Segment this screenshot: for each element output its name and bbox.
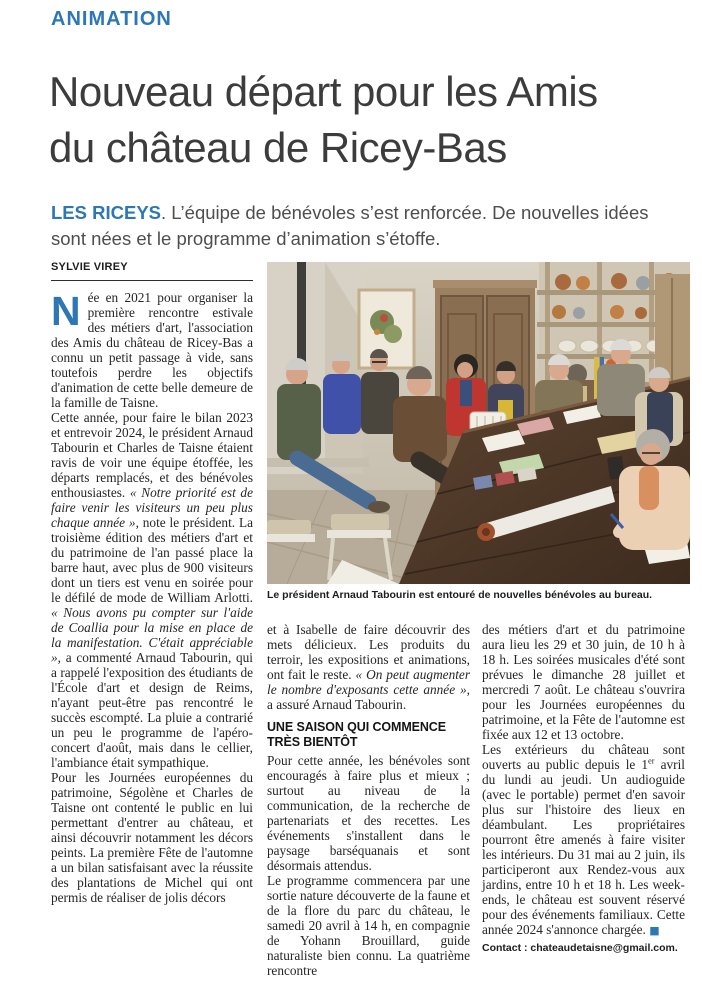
text-run: « On peut augmenter le nombre d'exposants cette année » (267, 667, 471, 697)
text-run: , a assuré Arnaud Tabourin. (267, 682, 470, 712)
text-run: Pour cette année, les bénévoles sont encouragés à faire plus et mieux ; surtout au niveau de la communication, de la recherche de partenariats et des recettes. Les événements s'installent dans le paysage barséquanais et sont désormais attendus. (267, 753, 470, 873)
section-subhead: UNE SAISON QUI COMMENCE TRÈS BIENTÔT (267, 720, 446, 749)
text-run: er (648, 755, 655, 766)
article-paragraph (51, 770, 253, 905)
lead-location-label: LES RICEYS (51, 202, 161, 223)
text-run: avril du lundi au jeudi. Un audioguide (avec le portable) permet d'en savoir plus sur l'histoire des lieux en déambulant. Les propriétaires pourront être amenés à faire visiter les intérieurs. Du 31 mai au 2 juin, ils participeront aux Rendez-vous aux jardins, entre 10 h et 18 h. Les week-ends, le château est souvent réservé pour des événements familiaux. Cette année 2024 s'annonce chargée. (482, 757, 685, 937)
text-run: , a commenté Arnaud Tabourin, qui a rappelé l'exposition des étudiants de l'École d'art et design de Reims, n'ayant peut-être pas rencontré le succès escompté. La pluie a contrarié un peu le programme de l'apéro-concert d'août, mais dans le cellier, l'ambiance était sympathique. (51, 650, 253, 770)
article-paragraph (51, 410, 253, 770)
article-paragraph (267, 753, 470, 873)
photo-caption: Le président Arnaud Tabourin est entouré de nouvelles bénévoles au bureau. (267, 589, 653, 601)
column-right (482, 622, 685, 956)
text-run: ée en 2021 pour organiser la première rencontre estivale des métiers d'art, l'association des Amis du château de Ricey-Bas a connu un petit passage à vide, sans toutefois perdre les objectifs d'animation de cette belle demeure de la famille de Taisne. (51, 290, 253, 410)
lead-text: . L’équipe de bénévoles s’est renforcée. De nouvelles idées sont nées et le programme d’animation s’étoffe. (51, 202, 649, 249)
column-left (51, 290, 253, 905)
article-paragraph (482, 622, 685, 742)
text-run: Les extérieurs du château sont ouverts au public depuis le 1 (482, 742, 685, 772)
article-paragraph (51, 290, 253, 410)
text-run: « Notre priorité est de faire venir les visiteurs un peu plus chaque année » (51, 485, 253, 530)
article-paragraph (267, 622, 470, 712)
text-run: Cette année, pour faire le bilan 2023 et entrevoir 2024, le président Arnaud Tabourin et Charles de Taisne étaient ravis de voir une équipe étoffée, les départs remplacés, et des bénévoles enthousiastes. (51, 410, 253, 500)
text-run: Pour les Journées européennes du patrimoine, Ségolène et Charles de Taisne ont contenté le public en lui permettant d'entrer au château, et ainsi découvrir notamment les décors peints. La première Fête de l'automne a un bilan satisfaisant avec la réussite des plantations de Michel qui ont permis de réaliser de jolis décors (51, 770, 253, 905)
end-mark: ■ (649, 924, 660, 937)
article-photo (267, 262, 690, 584)
column-middle (267, 622, 470, 978)
text-run: Le programme commencera par une sortie nature découverte de la faune et de la flore du parc du château, le samedi 20 avril à 14 h, en compagnie de Yohann Brouillard, guide naturaliste bien connu. La quatrième rencontre (267, 873, 470, 978)
text-run: « Nous avons pu compter sur l'aide de Coallia pour la mise en place de la manifestation. C'était appréciable » (51, 605, 253, 665)
text-run: , note le président. La troisième édition des métiers d'art et du patrimoine de l'an passé place la barre haut, avec plus de 900 visiteurs dont un tiers est venu en soirée pour le défilé de mode de William Arlotti. (51, 515, 253, 605)
article-paragraph (267, 873, 470, 978)
article-title-line1: Nouveau départ pour les Amis (49, 68, 598, 115)
section-kicker: ANIMATION (51, 8, 172, 30)
article-title-line2: du château de Ricey-Bas (49, 124, 507, 171)
article-paragraph (482, 742, 685, 938)
contact-line: Contact : chateaudetaisne@gmail.com. (482, 942, 678, 954)
text-run: des métiers d'art et du patrimoine aura lieu les 29 et 30 juin, de 10 h à 18 h. Les soirées musicales d'été sont prévues le dimanche 28 juillet et mercredi 7 août. Le château s'ouvrira pour les Journées européennes du patrimoine, et la Fête de l'automne est fixée aux 12 et 13 octobre. (482, 622, 685, 742)
drop-cap: N (51, 288, 81, 334)
text-run: et à Isabelle de faire découvrir des mets délicieux. Les produits du terroir, les expositions et animations, ont fait le reste. (267, 622, 470, 682)
byline: SYLVIE VIREY (51, 261, 253, 281)
article-title (49, 64, 598, 176)
meeting-photo-illustration (267, 262, 690, 584)
article-lead (51, 200, 663, 252)
